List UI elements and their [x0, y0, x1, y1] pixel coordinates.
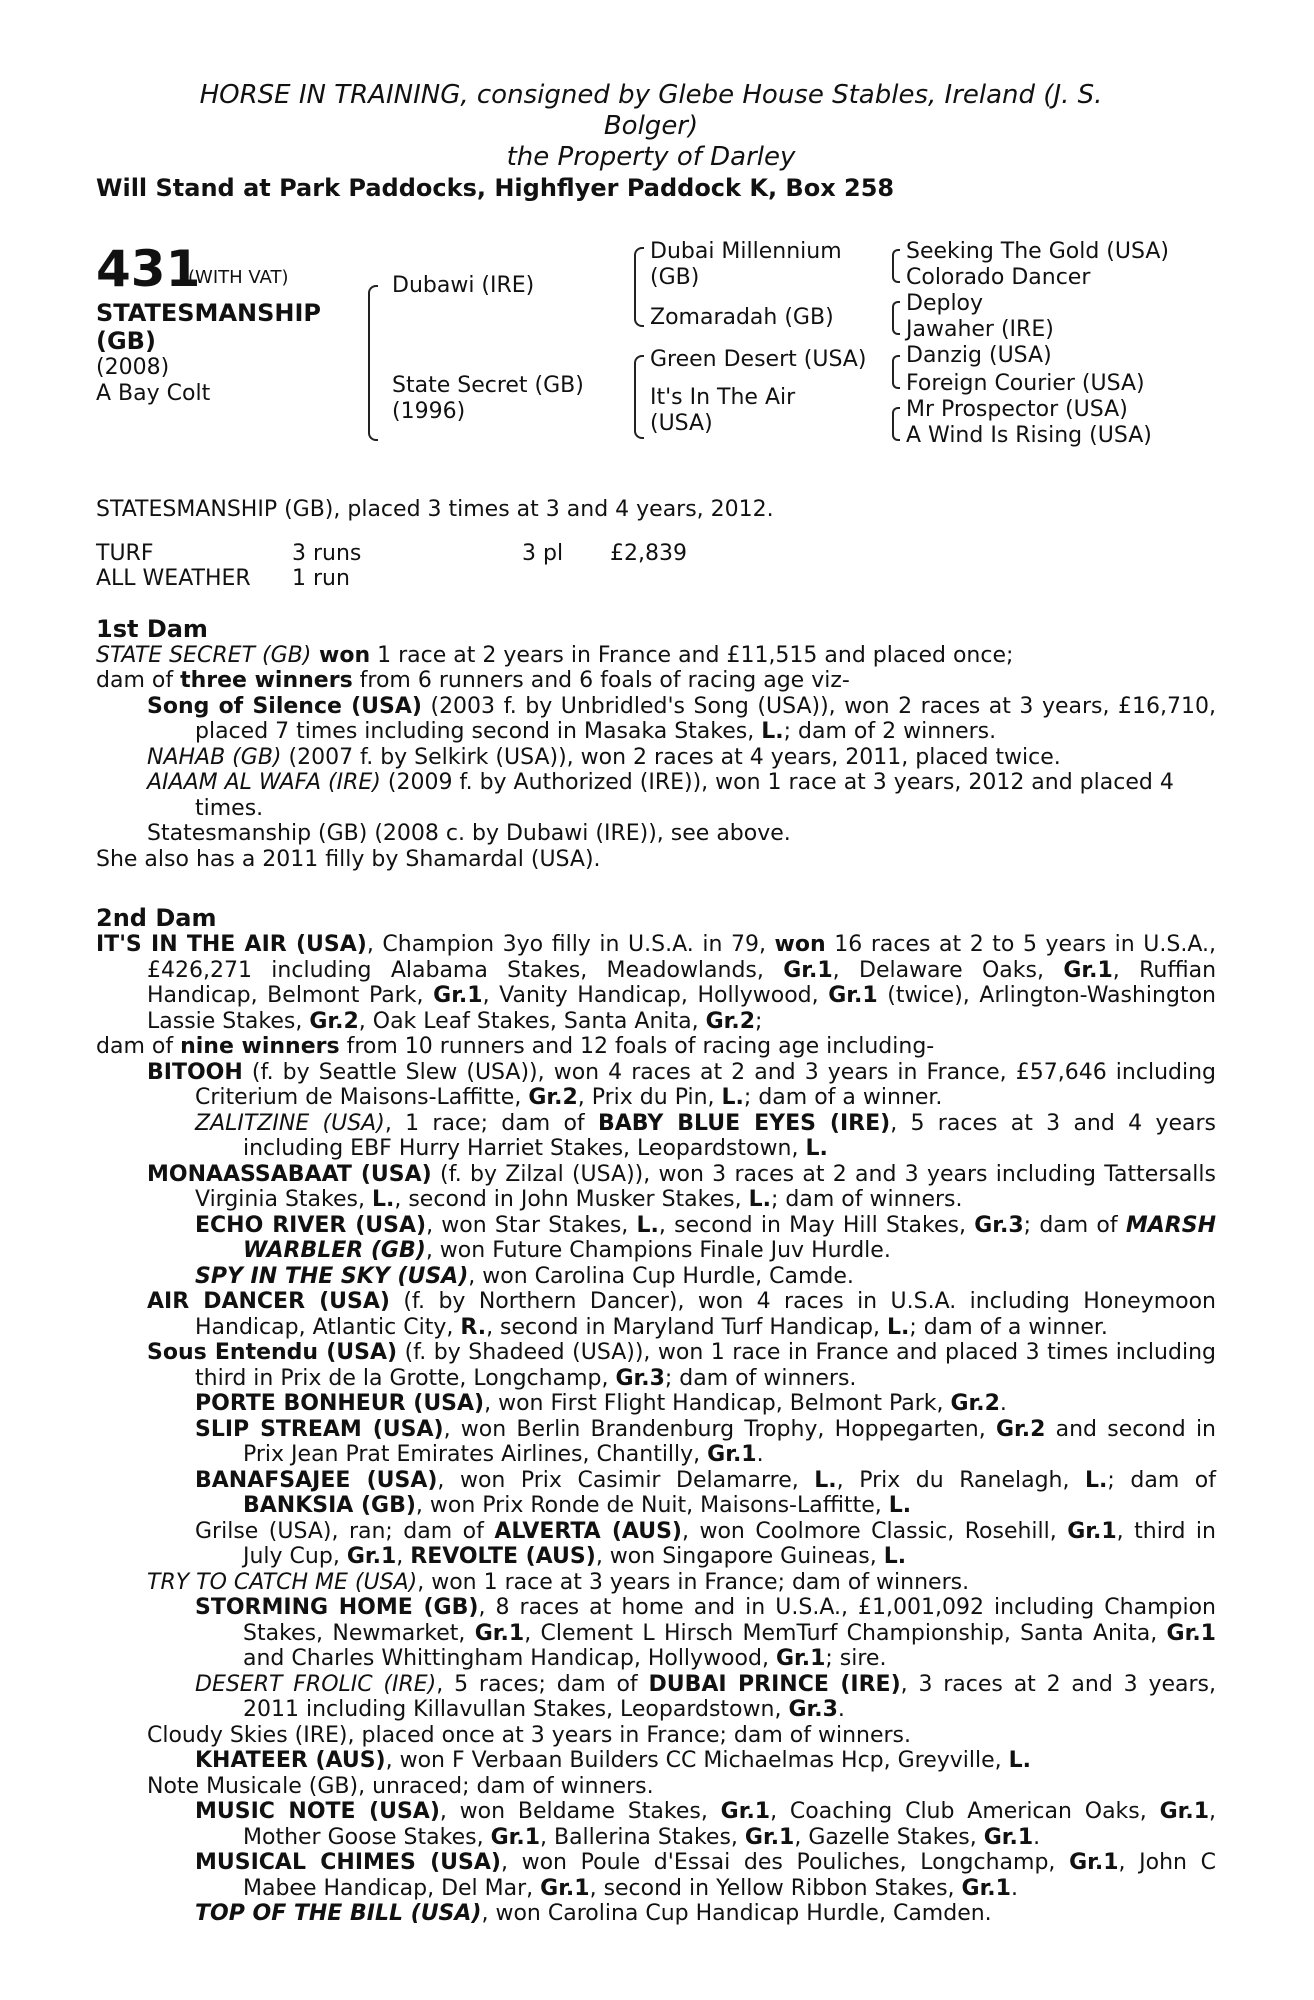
- text: , 3 races at 2 and 3 years, 2011 including Killavullan Stakes, Leopardstown,: [243, 1671, 1216, 1722]
- sire-sire-line-2: (GB): [650, 264, 700, 290]
- horse-name: [96, 299, 321, 355]
- grade: L.: [888, 1493, 912, 1518]
- header-line-3: the Property of Darley: [506, 142, 796, 172]
- grade: Gr.1: [346, 1544, 397, 1569]
- turf-money: £2,839: [610, 540, 687, 566]
- text: ; dam of winners.: [664, 1365, 857, 1391]
- second-dam-produce-summary: [96, 1034, 1216, 1060]
- produce-name: MUSICAL CHIMES (USA): [195, 1850, 501, 1875]
- produce-entry: [96, 1289, 1216, 1340]
- produce-entry: [96, 1595, 1216, 1672]
- vat-note: (WITH VAT): [188, 267, 289, 288]
- grade: Gr.1: [474, 1620, 525, 1646]
- g3-sss: Seeking The Gold (USA): [906, 239, 1169, 264]
- text: , won Poule d'Essai des Pouliches, Longchamp,: [500, 1850, 1070, 1875]
- grade: L.: [814, 1467, 837, 1493]
- text: (f. by Zilzal (USA)), won 3 races at 2 and 3 years including Tattersalls Virginia Stakes,: [195, 1161, 1216, 1212]
- text: , won 1 race at 3 years in France; dam of winners.: [417, 1569, 970, 1595]
- text: and Charles Whittingham Handicap, Hollywood,: [243, 1646, 776, 1671]
- text: , Mother Goose Stakes,: [243, 1799, 1216, 1850]
- stand-location: Will Stand at Park Paddocks, Highflyer Paddock K, Box 258: [96, 174, 895, 202]
- grade: Gr.3: [974, 1212, 1024, 1238]
- dam-name-line-1: State Secret (GB): [392, 373, 584, 398]
- grade: Gr.1: [961, 1875, 1011, 1901]
- text: , won Coolmore Classic, Rosehill,: [681, 1518, 1068, 1544]
- g3-ssd: Colorado Dancer: [906, 265, 1091, 290]
- text: , Oak Leaf Stakes, Santa Anita,: [358, 1008, 706, 1034]
- dam-dam: [650, 385, 795, 436]
- first-dam-record: [96, 643, 1216, 669]
- dam-dam-line-2: (USA): [650, 410, 713, 436]
- all-weather-row: [96, 566, 687, 591]
- text: ; dam of 2 winners.: [783, 719, 997, 744]
- dam-dam-line-1: It's In The Air: [650, 385, 796, 410]
- grade: Gr.2: [309, 1008, 359, 1034]
- text: ;: [755, 1008, 763, 1034]
- won-label: won: [319, 642, 371, 668]
- produce-name: AIR DANCER (USA): [147, 1289, 390, 1314]
- produce-name: AIAAM AL WAFA (IRE): [147, 770, 381, 795]
- produce-name: KHATEER (AUS): [195, 1748, 386, 1773]
- text: , Delaware Oaks,: [832, 957, 1064, 983]
- produce-name: MUSIC NOTE (USA): [195, 1799, 440, 1824]
- produce-name: DUBAI PRINCE (IRE): [648, 1671, 901, 1697]
- produce-entry: [96, 770, 1216, 821]
- grade: Gr.2: [705, 1008, 756, 1034]
- text: , Vanity Handicap, Hollywood,: [482, 983, 829, 1008]
- grade: Gr.1: [1067, 1518, 1117, 1544]
- produce-entry: [96, 1162, 1216, 1213]
- text: , Gazelle Stakes,: [794, 1824, 984, 1850]
- g3-dds: Mr Prospector (USA): [906, 397, 1128, 422]
- pedigree-brace-g3-1: [892, 249, 900, 283]
- grade: Gr.1: [720, 1799, 771, 1824]
- grade: Gr.1: [828, 983, 878, 1008]
- produce-entry: [96, 1264, 1216, 1290]
- produce-entry: [96, 1391, 1216, 1417]
- text: , won Carolina Cup Handicap Hurdle, Camden.: [481, 1901, 992, 1926]
- pedigree-brace-g3-4: [892, 407, 900, 441]
- grade: L.: [805, 1136, 828, 1161]
- grade: L.: [721, 1085, 744, 1110]
- text: (f. by Seattle Slew (USA)), won 4 races at 2 and 3 years in France, £57,646 including Criterium de Maisons-Laffitte,: [195, 1059, 1216, 1110]
- text: , won Berlin Brandenburg Trophy, Hoppegarten,: [443, 1416, 996, 1442]
- produce-entry: [96, 1748, 1216, 1774]
- text: ; dam of winners.: [771, 1187, 963, 1212]
- text: , won First Flight Handicap, Belmont Park,: [484, 1391, 951, 1416]
- produce-name: NAHAB (GB): [147, 744, 282, 770]
- produce-entry: [96, 1340, 1216, 1391]
- produce-name: STORMING HOME (GB): [195, 1595, 479, 1620]
- produce-name: MONAASSABAAT (USA): [147, 1161, 432, 1187]
- text: from 6 runners and 6 foals of racing age viz-: [352, 668, 850, 693]
- grade: Gr.3: [615, 1365, 665, 1391]
- grade: Gr.2: [528, 1085, 578, 1110]
- text: (f. by Northern Dancer), won 4 races in U.S.A. including Honeymoon Handicap, Atlantic City,: [195, 1289, 1216, 1340]
- text: , Clement L Hirsch MemTurf Championship, Santa Anita,: [524, 1620, 1167, 1646]
- grade: L.: [748, 1187, 771, 1212]
- produce-entry: [96, 1570, 1216, 1596]
- text: .: [1010, 1875, 1018, 1901]
- text: , second in John Musker Stakes,: [394, 1187, 749, 1212]
- grade: Gr.3: [788, 1697, 838, 1722]
- text: , won Prix Casimir Delamarre,: [437, 1467, 815, 1493]
- produce-entry: [96, 745, 1216, 771]
- header-line-1: HORSE IN TRAINING, consigned by Glebe House Stables, Ireland (J. S.: [199, 80, 1103, 110]
- grade: Gr.1: [1063, 957, 1113, 983]
- produce-entry: [96, 1060, 1216, 1111]
- text: , won Singapore Guineas,: [595, 1544, 884, 1569]
- pedigree-brace-sire: [634, 247, 644, 327]
- grade: Gr.1: [1159, 1799, 1209, 1824]
- text: , Champion 3yo filly in U.S.A. in 79,: [366, 932, 775, 957]
- first-dam-desc: 1 race at 2 years in France and £11,515 and placed once;: [370, 642, 1014, 668]
- produce-entry: Cloudy Skies (IRE), placed once at 3 years in France; dam of winners.: [147, 1722, 911, 1748]
- pedigree-brace-g3-3: [892, 355, 900, 389]
- produce-name: BITOOH: [147, 1059, 243, 1085]
- text: (f. by Shadeed (USA)), won 1 race in France and placed 3 times including third in Prix de la Grotte, Longchamp,: [195, 1340, 1216, 1391]
- produce-name: BABY BLUE EYES (IRE): [598, 1110, 891, 1136]
- sire-sire: [650, 239, 842, 290]
- dam-sire: Green Desert (USA): [650, 347, 867, 372]
- produce-entry: [96, 1519, 1216, 1570]
- aw-runs: 1 run: [292, 565, 350, 591]
- text: , won Future Champions Finale Juv Hurdle.: [425, 1238, 891, 1263]
- text: ; dam of a winner.: [743, 1085, 943, 1110]
- header-line-2: Bolger): [603, 111, 699, 141]
- produce-name: MARSH WARBLER (GB): [243, 1212, 1216, 1263]
- g3-dss: Danzig (USA): [906, 343, 1052, 368]
- produce-entry: [96, 694, 1216, 745]
- foaling-year: (2008): [96, 355, 170, 380]
- pedigree-brace-dam: [634, 355, 644, 439]
- text: 16 races at 2 to 5 years in U.S.A., £426,271 including Alabama Stakes, Meadowlands,: [147, 932, 1216, 983]
- aw-label: ALL WEATHER: [96, 565, 251, 591]
- text: , third in July Cup,: [243, 1518, 1216, 1569]
- produce-entry: [96, 1672, 1216, 1723]
- pedigree-block: [96, 239, 1216, 483]
- winners-count: three winners: [180, 668, 353, 693]
- also-note: She also has a 2011 filly by Shamardal (USA).: [96, 846, 601, 872]
- grade: Gr.1: [783, 957, 833, 983]
- grade: L.: [1008, 1748, 1032, 1773]
- grade: L.: [886, 1314, 910, 1340]
- text: dam of: [96, 668, 181, 693]
- produce-name: DESERT FROLIC (IRE): [195, 1671, 437, 1697]
- grade: L.: [883, 1544, 907, 1569]
- produce-entry: [96, 1111, 1216, 1162]
- horse-description: A Bay Colt: [96, 381, 211, 406]
- produce-entry: [96, 1213, 1216, 1264]
- produce-name: PORTE BONHEUR (USA): [195, 1391, 485, 1416]
- grade: Gr.1: [1069, 1850, 1119, 1875]
- first-dam-heading: 1st Dam: [96, 614, 208, 643]
- grade: Gr.1: [433, 983, 483, 1008]
- produce-name: TOP OF THE BILL (USA): [195, 1901, 482, 1926]
- text: .: [999, 1391, 1007, 1416]
- grade: L.: [371, 1187, 395, 1212]
- text: , Coaching Club American Oaks,: [770, 1799, 1160, 1824]
- text: Grilse (USA), ran; dam of: [195, 1518, 495, 1544]
- text: , John C Mabee Handicap, Del Mar,: [243, 1850, 1216, 1901]
- first-dam-name: STATE SECRET (GB): [96, 642, 312, 668]
- second-dam-name: IT'S IN THE AIR (USA): [96, 932, 367, 957]
- text: , second in May Hill Stakes,: [658, 1212, 975, 1238]
- sire-sire-line-1: Dubai Millennium: [650, 239, 842, 264]
- text: from 10 runners and 12 foals of racing age including-: [339, 1034, 935, 1059]
- race-record-table: [96, 541, 687, 591]
- page-header: [96, 80, 1206, 173]
- turf-placed: 3 pl: [522, 540, 564, 566]
- produce-name: ECHO RIVER (USA): [195, 1212, 427, 1238]
- catalogue-page: [96, 80, 1216, 1927]
- text: (2003 f. by Unbridled's Song (USA)), won 2 races at 3 years, £16,710, placed 7 times including second in Masaka Stakes,: [195, 693, 1216, 744]
- produce-entry: [96, 1468, 1216, 1519]
- race-summary: STATESMANSHIP (GB), placed 3 times at 3 and 4 years, 2012.: [96, 497, 774, 522]
- text: .: [837, 1697, 845, 1722]
- produce-entry: Statesmanship (GB) (2008 c. by Dubawi (IRE)), see above.: [147, 821, 791, 846]
- turf-runs: 3 runs: [292, 540, 362, 566]
- text: , won Carolina Cup Hurdle, Camde.: [468, 1263, 854, 1289]
- produce-name: ZALITZINE (USA): [195, 1110, 385, 1136]
- g3-dsd: Foreign Courier (USA): [906, 371, 1145, 396]
- grade: Gr.2: [995, 1416, 1046, 1442]
- second-dam-heading: 2nd Dam: [96, 904, 217, 932]
- produce-entry: Note Musicale (GB), unraced; dam of winners.: [147, 1773, 654, 1799]
- text: , won Star Stakes,: [426, 1212, 637, 1238]
- produce-name: REVOLTE (AUS): [410, 1544, 596, 1569]
- text: ; dam of: [1107, 1467, 1216, 1493]
- sire-dam: Zomaradah (GB): [650, 305, 834, 330]
- pedigree-brace-gen1: [368, 285, 378, 441]
- produce-name: SLIP STREAM (USA): [195, 1416, 444, 1442]
- grade: Gr.1: [775, 1646, 826, 1671]
- grade: Gr.1: [540, 1875, 590, 1901]
- turf-label: TURF: [96, 540, 154, 566]
- text: (2009 f. by Authorized (IRE)), won 1 race at 3 years, 2012 and placed 4 times.: [195, 770, 1174, 821]
- dam-name: [392, 373, 584, 424]
- g3-sdd: Jawaher (IRE): [906, 317, 1054, 342]
- grade: L.: [761, 719, 784, 744]
- text: , Prix du Pin,: [577, 1085, 722, 1110]
- text: , Prix du Ranelagh,: [836, 1467, 1086, 1493]
- produce-name: TRY TO CATCH ME (USA): [147, 1569, 418, 1595]
- text: , won Prix Ronde de Nuit, Maisons-Laffitte,: [415, 1493, 889, 1518]
- grade: Gr.1: [707, 1442, 757, 1467]
- produce-name: Song of Silence (USA): [147, 693, 422, 719]
- g3-ddd: A Wind Is Rising (USA): [906, 423, 1152, 448]
- produce-entry: [96, 1417, 1216, 1468]
- lot-number: 431: [96, 240, 201, 298]
- horse-name-line-2: (GB): [96, 327, 156, 355]
- sire-name: Dubawi (IRE): [392, 273, 535, 298]
- won-label: won: [774, 932, 826, 957]
- grade: Gr.1: [490, 1824, 540, 1850]
- text: .: [756, 1442, 764, 1467]
- dam-name-line-2: (1996): [392, 398, 466, 424]
- text: ; dam of: [1023, 1212, 1126, 1238]
- produce-entry: [96, 1901, 1216, 1927]
- text: (2007 f. by Selkirk (USA)), won 2 races at 4 years, 2011, placed twice.: [281, 744, 1061, 770]
- grade: Gr.1: [983, 1824, 1034, 1850]
- pedigree-brace-g3-2: [892, 301, 900, 335]
- grade: Gr.1: [1166, 1620, 1216, 1646]
- first-dam-produce-summary: [96, 668, 1216, 694]
- text: , second in Maryland Turf Handicap,: [486, 1314, 887, 1340]
- produce-name: ALVERTA (AUS): [494, 1518, 682, 1544]
- text: ; sire.: [825, 1646, 887, 1671]
- grade: L.: [636, 1212, 659, 1238]
- text: and second in Prix Jean Prat Emirates Airlines, Chantilly,: [243, 1416, 1217, 1467]
- produce-entry: [96, 1850, 1216, 1901]
- text: dam of: [96, 1034, 181, 1059]
- text: .: [1033, 1824, 1041, 1850]
- text: , won F Verbaan Builders CC Michaelmas Hcp, Greyville,: [385, 1748, 1009, 1773]
- text: , second in Yellow Ribbon Stakes,: [589, 1875, 962, 1901]
- produce-name: BANAFSAJEE (USA): [195, 1467, 438, 1493]
- text: , Ruffian Handicap, Belmont Park,: [147, 957, 1217, 1008]
- turf-row: [96, 541, 687, 566]
- grade: R.: [460, 1314, 487, 1340]
- text: , Ballerina Stakes,: [540, 1824, 745, 1850]
- second-dam-record: [96, 932, 1216, 1034]
- winners-count: nine winners: [180, 1034, 340, 1059]
- grade: Gr.1: [744, 1824, 795, 1850]
- text: ; dam of a winner.: [909, 1314, 1108, 1340]
- produce-name: BANKSIA (GB): [243, 1493, 416, 1518]
- grade: L.: [1085, 1467, 1108, 1493]
- produce-name: SPY IN THE SKY (USA): [195, 1263, 469, 1289]
- produce-name: Sous Entendu (USA): [147, 1340, 398, 1365]
- text: , 5 races; dam of: [436, 1671, 649, 1697]
- horse-name-line-1: STATESMANSHIP: [96, 299, 321, 327]
- text: , 1 race; dam of: [384, 1110, 598, 1136]
- text: , 5 races at 3 and 4 years including EBF Hurry Harriet Stakes, Leopardstown,: [243, 1110, 1216, 1161]
- text: , 8 races at home and in U.S.A., £1,001,092 including Champion Stakes, Newmarket,: [243, 1595, 1216, 1646]
- produce-entry: [96, 1799, 1216, 1850]
- g3-sds: Deploy: [906, 291, 984, 316]
- grade: Gr.2: [950, 1391, 1000, 1416]
- text: (twice), Arlington-Washington Lassie Stakes,: [147, 983, 1216, 1034]
- text: ,: [396, 1544, 411, 1569]
- text: , won Beldame Stakes,: [439, 1799, 721, 1824]
